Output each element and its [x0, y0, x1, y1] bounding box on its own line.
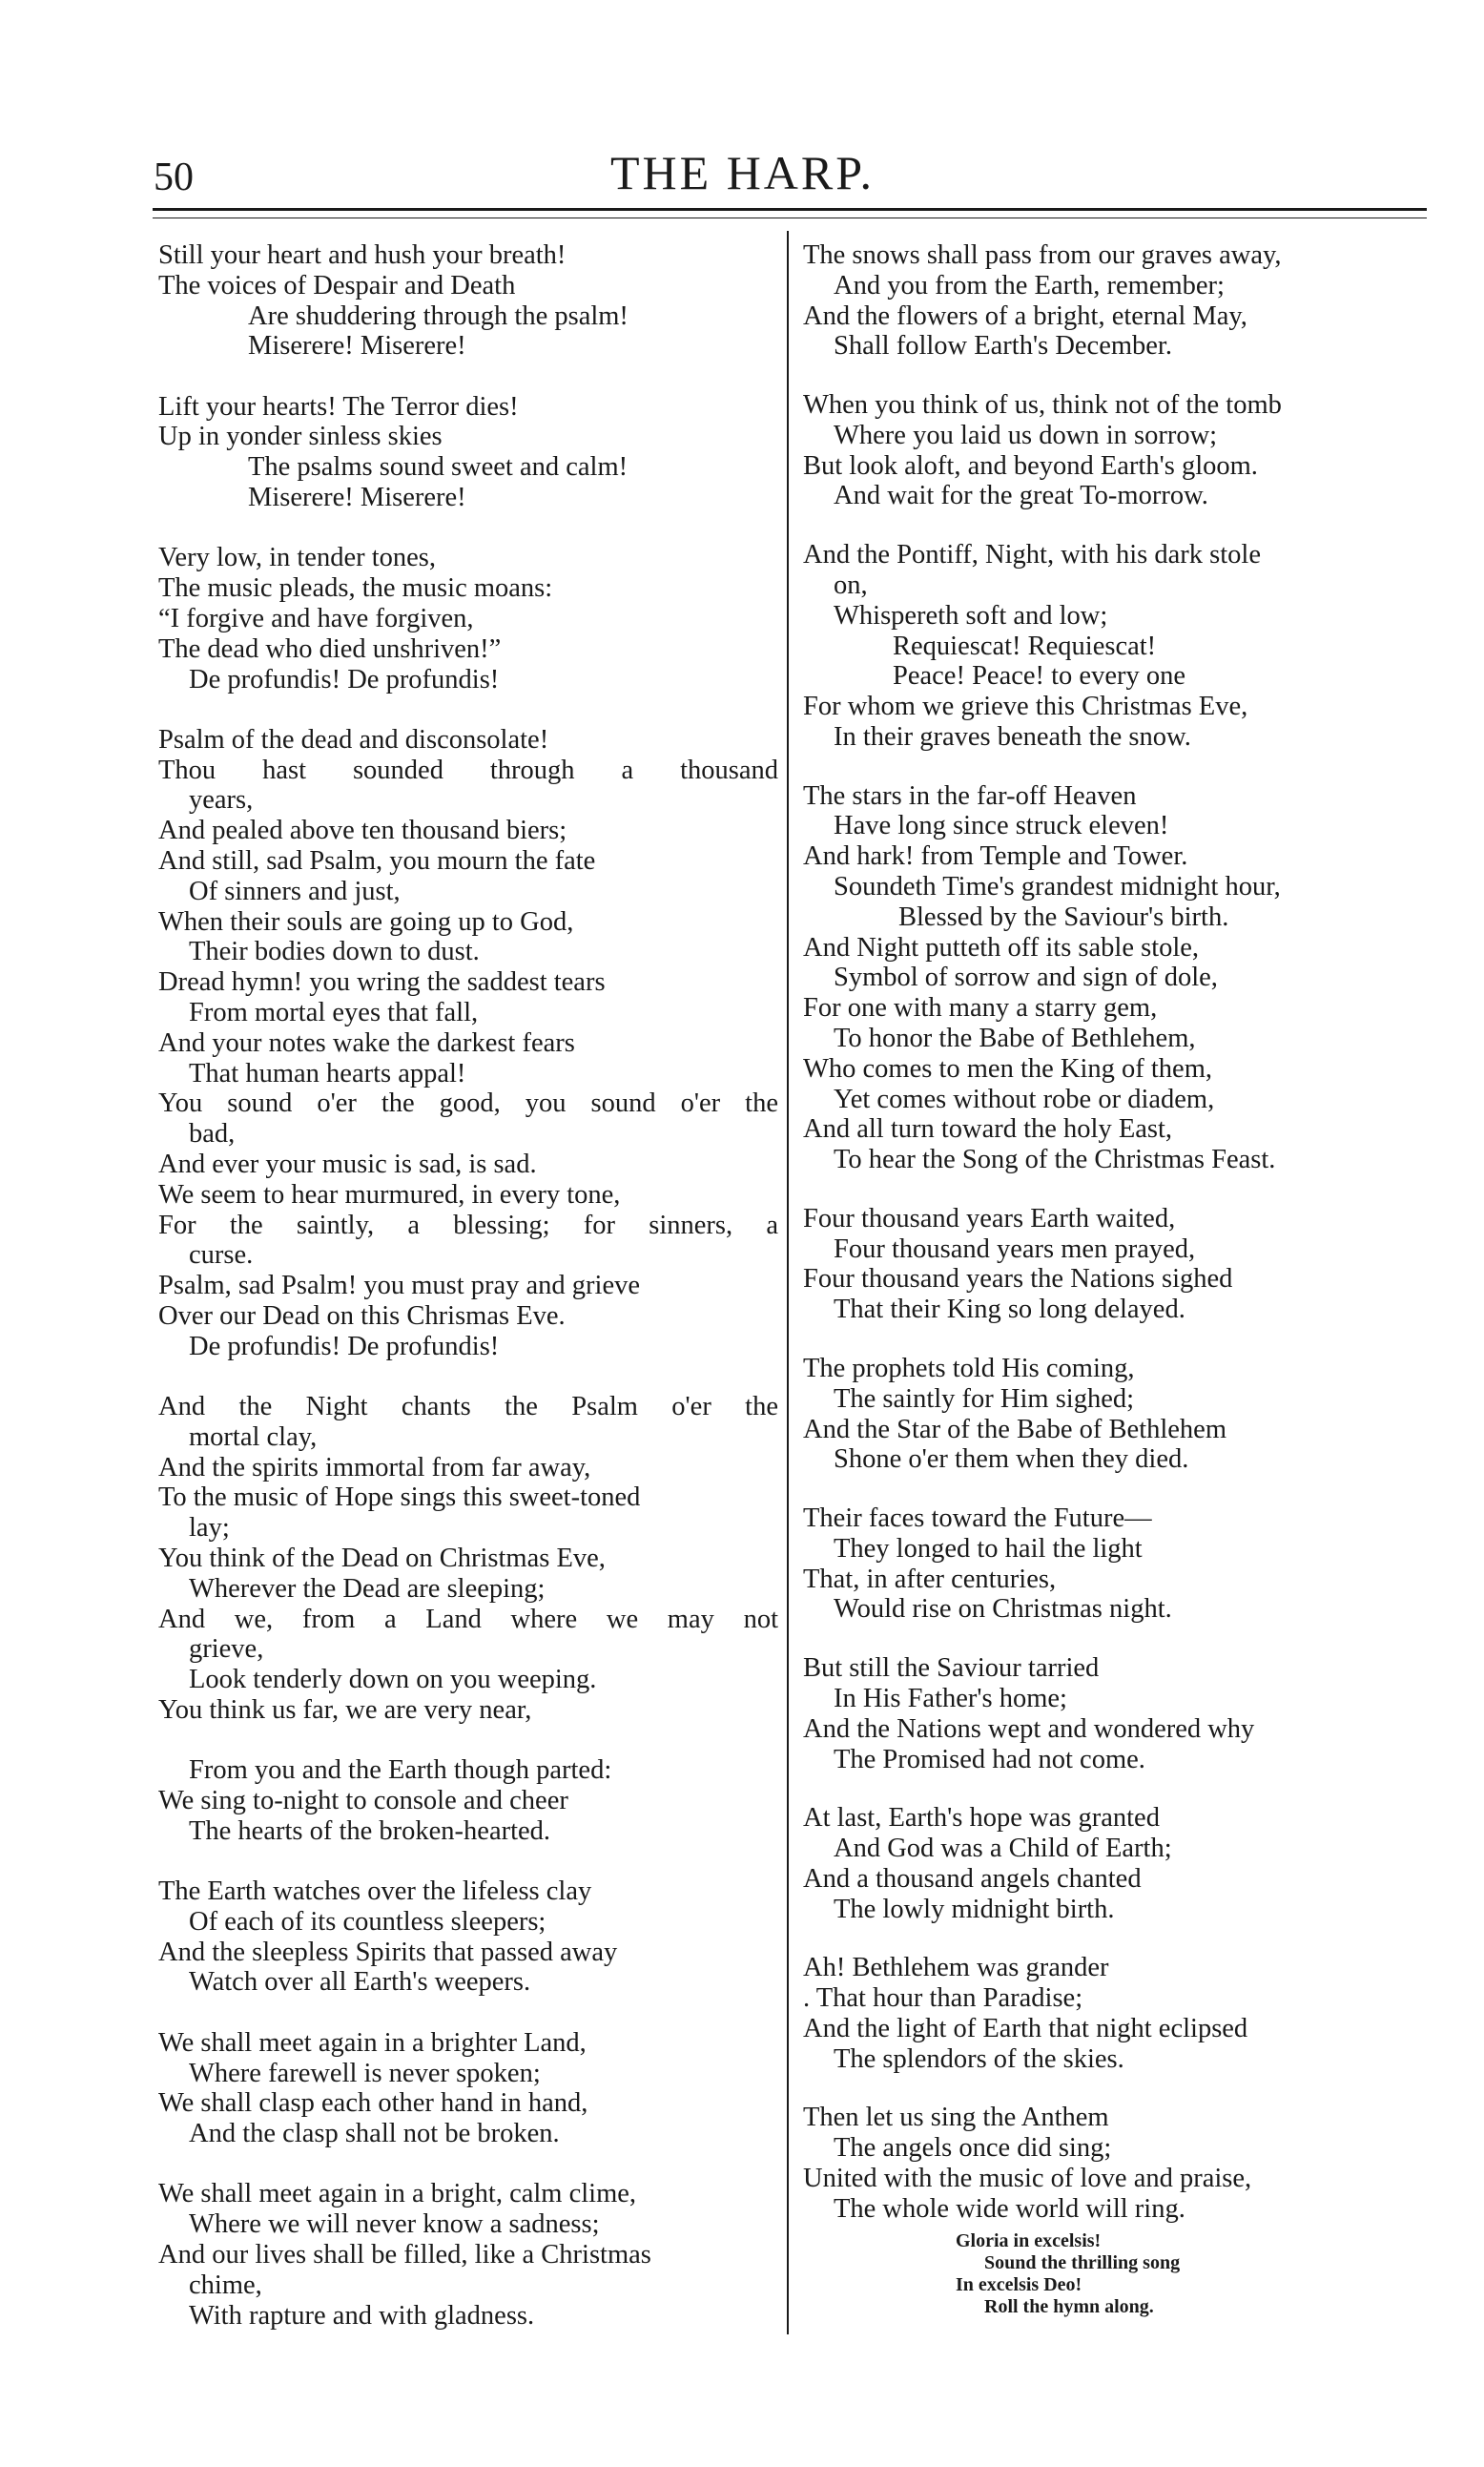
- verse-line: And wait for the great To-morrow.: [834, 481, 1208, 511]
- verse-line: Of each of its countless sleepers;: [189, 1906, 546, 1937]
- stanza: [158, 2179, 778, 2331]
- verse-line: Soundeth Time's grandest midnight hour,: [834, 872, 1281, 902]
- verse-line: And the sleepless Spirits that passed away: [158, 1937, 618, 1967]
- verse-line: Blessed by the Saviour's birth.: [898, 902, 1229, 932]
- verse-line: The Promised had not come.: [834, 1744, 1145, 1774]
- verse-line: Shone o'er them when they died.: [834, 1444, 1189, 1475]
- verse-line: And the spirits immortal from far away,: [158, 1452, 591, 1482]
- running-head: THE HARP.: [610, 146, 876, 199]
- verse-line: That human hearts appal!: [189, 1058, 466, 1088]
- verse-line: And your notes wake the darkest fears: [158, 1027, 575, 1058]
- stanza: [158, 240, 778, 362]
- verse-line: Are shuddering through the psalm!: [248, 301, 629, 331]
- verse-line: Up in yonder sinless skies: [158, 422, 443, 452]
- verse-line: The stars in the far-off Heaven: [803, 780, 1137, 811]
- verse-line: And the light of Earth that night eclipsed: [803, 2013, 1248, 2043]
- verse-line: Dread hymn! you wring the saddest tears: [158, 967, 606, 998]
- verse-line: bad,: [189, 1119, 236, 1150]
- column-divider: [787, 231, 789, 2334]
- verse-line: Miserere! Miserere!: [248, 331, 466, 362]
- stanza: [803, 1503, 1432, 1625]
- verse-line: You think of the Dead on Christmas Eve,: [158, 1543, 606, 1573]
- verse-line: But still the Saviour tarried: [803, 1653, 1100, 1684]
- stanza: [803, 781, 1432, 1175]
- verse-line: The psalms sound sweet and calm!: [248, 452, 629, 483]
- verse-line: And hark! from Temple and Tower.: [803, 841, 1188, 872]
- verse-line: The hearts of the broken-hearted.: [189, 1815, 551, 1846]
- verse-line: United with the music of love and praise,: [803, 2163, 1252, 2193]
- verse-line: grieve,: [189, 1634, 264, 1665]
- verse-line: For whom we grieve this Christmas Eve,: [803, 692, 1248, 722]
- verse-line: De profundis! De profundis!: [189, 1331, 500, 1361]
- verse-line: Still your heart and hush your breath!: [158, 240, 567, 270]
- doxology-line: Gloria in excelsis!: [956, 2229, 1102, 2251]
- verse-line: And all turn toward the holy East,: [803, 1114, 1173, 1145]
- verse-line: The snows shall pass from our graves away,: [803, 240, 1282, 270]
- verse-line: Psalm of the dead and disconsolate!: [158, 724, 549, 755]
- verse-line: Symbol of sorrow and sign of dole,: [834, 963, 1218, 993]
- verse-line: The Earth watches over the lifeless clay: [158, 1876, 592, 1907]
- verse-line: And still, sad Psalm, you mourn the fate: [158, 845, 596, 876]
- verse-line: And the Star of the Babe of Bethlehem: [803, 1414, 1227, 1444]
- verse-line: And you from the Earth, remember;: [834, 270, 1225, 301]
- doxology-line: In excelsis Deo!: [956, 2273, 1082, 2295]
- verse-line: We shall meet again in a brighter Land,: [158, 2027, 587, 2058]
- verse-line: That, in after centuries,: [803, 1564, 1057, 1594]
- verse-line: Their faces toward the Future—: [803, 1503, 1152, 1534]
- verse-line: The lowly midnight birth.: [834, 1894, 1115, 1924]
- verse-line: And the Nations wept and wondered why: [803, 1713, 1255, 1744]
- stanza: [803, 1354, 1432, 1475]
- verse-line: With rapture and with gladness.: [189, 2300, 535, 2331]
- stanza: [158, 543, 778, 694]
- verse-line: Ah! Bethlehem was grander: [803, 1953, 1109, 1983]
- verse-line: We shall clasp each other hand in hand,: [158, 2088, 588, 2119]
- stanza: [803, 1204, 1432, 1325]
- verse-line: And God was a Child of Earth;: [834, 1833, 1172, 1863]
- verse-line: We sing to-night to console and cheer: [158, 1786, 568, 1815]
- verse-line: The music pleads, the music moans:: [158, 573, 553, 604]
- verse-line: And we, from a Land where we may not: [158, 1604, 778, 1634]
- verse-line: Yet comes without robe or diadem,: [834, 1084, 1215, 1114]
- stanza: [803, 1953, 1432, 2074]
- stanza: [158, 1755, 778, 1846]
- verse-line: We seem to hear murmured, in every tone,: [158, 1179, 621, 1210]
- verse-line: Where we will never know a sadness;: [189, 2209, 600, 2240]
- verse-line: From you and the Earth though parted:: [189, 1755, 612, 1786]
- verse-line: Of sinners and just,: [189, 876, 401, 906]
- verse-line: curse.: [189, 1240, 254, 1271]
- stanza: [158, 1392, 778, 1726]
- verse-line: on,: [834, 570, 868, 600]
- verse-line: In their graves beneath the snow.: [834, 721, 1191, 752]
- stanza: [803, 2103, 1432, 2224]
- verse-line: Look tenderly down on you weeping.: [189, 1665, 597, 1695]
- verse-line: Their bodies down to dust.: [189, 937, 480, 967]
- verse-line: To hear the Song of the Christmas Feast.: [834, 1145, 1276, 1175]
- verse-line: The splendors of the skies.: [834, 2043, 1124, 2074]
- verse-line: The whole wide world will ring.: [834, 2193, 1185, 2224]
- verse-line: And pealed above ten thousand biers;: [158, 816, 567, 846]
- verse-line: When you think of us, think not of the tomb: [803, 390, 1282, 421]
- verse-line: You think us far, we are very near,: [158, 1694, 532, 1725]
- verse-line: They longed to hail the light: [834, 1533, 1143, 1564]
- verse-line: Wherever the Dead are sleeping;: [189, 1573, 546, 1604]
- verse-line: For one with many a starry gem,: [803, 993, 1158, 1024]
- doxology: [803, 2230, 1432, 2318]
- doxology-line: Roll the hymn along.: [984, 2295, 1154, 2317]
- verse-line: Would rise on Christmas night.: [834, 1594, 1172, 1625]
- verse-line: For the saintly, a blessing; for sinners, a: [158, 1210, 778, 1240]
- verse-line: De profundis! De profundis!: [189, 664, 500, 694]
- stanza: [803, 1803, 1432, 1924]
- stanza: [158, 1876, 778, 1998]
- stanza: [803, 1653, 1432, 1774]
- verse-line: Psalm, sad Psalm! you must pray and grieve: [158, 1271, 641, 1301]
- verse-line: lay;: [189, 1513, 230, 1544]
- verse-line: The angels once did sing;: [834, 2133, 1112, 2164]
- verse-line: Four thousand years men prayed,: [834, 1234, 1196, 1264]
- verse-line: Shall follow Earth's December.: [834, 331, 1172, 362]
- verse-line: And our lives shall be filled, like a Christmas: [158, 2239, 651, 2270]
- stanza: [803, 540, 1432, 753]
- verse-line: Have long since struck eleven!: [834, 811, 1169, 841]
- verse-line: Who comes to men the King of them,: [803, 1053, 1212, 1084]
- header-rule-thick: [153, 208, 1427, 211]
- page-number: 50: [154, 155, 194, 199]
- verse-line: At last, Earth's hope was granted: [803, 1803, 1160, 1834]
- verse-line: To the music of Hope sings this sweet-toned: [158, 1482, 641, 1513]
- verse-line: Requiescat! Requiescat!: [893, 631, 1157, 661]
- verse-line: But look aloft, and beyond Earth's gloom.: [803, 450, 1258, 481]
- verse-line: When their souls are going up to God,: [158, 906, 574, 937]
- verse-line: And the Night chants the Psalm o'er the: [158, 1391, 778, 1421]
- verse-line: years,: [189, 785, 254, 816]
- verse-line: Lift your hearts! The Terror dies!: [158, 391, 519, 422]
- verse-line: Four thousand years the Nations sighed: [803, 1264, 1233, 1295]
- verse-line: The saintly for Him sighed;: [834, 1383, 1135, 1414]
- verse-line: The voices of Despair and Death: [158, 270, 516, 301]
- stanza: [158, 725, 778, 1362]
- verse-line: Where you laid us down in sorrow;: [834, 420, 1218, 450]
- verse-line: And ever your music is sad, is sad.: [158, 1149, 537, 1179]
- verse-line: Where farewell is never spoken;: [189, 2058, 541, 2088]
- verse-line: And the clasp shall not be broken.: [189, 2119, 560, 2149]
- verse-line: Very low, in tender tones,: [158, 543, 436, 573]
- verse-line: In His Father's home;: [834, 1683, 1067, 1713]
- doxology-line: Sound the thrilling song: [984, 2251, 1181, 2273]
- right-column: [803, 240, 1432, 2318]
- verse-line: And the flowers of a bright, eternal May,: [803, 301, 1247, 331]
- verse-line: To honor the Babe of Bethlehem,: [834, 1024, 1196, 1053]
- verse-line: Miserere! Miserere!: [248, 483, 466, 513]
- verse-line: The dead who died unshriven!”: [158, 633, 502, 664]
- verse-line: Whispereth soft and low;: [834, 600, 1108, 631]
- verse-line: That their King so long delayed.: [834, 1295, 1185, 1325]
- verse-line: And a thousand angels chanted: [803, 1863, 1142, 1894]
- stanza: [803, 240, 1432, 362]
- verse-line: chime,: [189, 2270, 262, 2300]
- stanza: [158, 2028, 778, 2149]
- verse-line: “I forgive and have forgiven,: [158, 603, 474, 633]
- verse-line: We shall meet again in a bright, calm clime,: [158, 2179, 637, 2209]
- verse-line: Then let us sing the Anthem: [803, 2103, 1109, 2133]
- verse-line: From mortal eyes that fall,: [189, 997, 479, 1027]
- verse-line: And Night putteth off its sable stole,: [803, 932, 1200, 963]
- verse-line: Four thousand years Earth waited,: [803, 1203, 1176, 1234]
- verse-line: Peace! Peace! to every one: [893, 661, 1185, 692]
- verse-line: Over our Dead on this Chrismas Eve.: [158, 1300, 566, 1331]
- stanza: [158, 392, 778, 513]
- verse-line: You sound o'er the good, you sound o'er the: [158, 1088, 778, 1119]
- verse-line: mortal clay,: [189, 1421, 318, 1452]
- left-column: [158, 240, 778, 2331]
- stanza: [803, 390, 1432, 511]
- verse-line: . That hour than Paradise;: [803, 1983, 1083, 2014]
- verse-line: Thou hast sounded through a thousand: [158, 755, 778, 785]
- verse-line: And the Pontiff, Night, with his dark stole: [803, 540, 1261, 570]
- verse-line: The prophets told His coming,: [803, 1353, 1135, 1383]
- verse-line: Watch over all Earth's weepers.: [189, 1967, 531, 1998]
